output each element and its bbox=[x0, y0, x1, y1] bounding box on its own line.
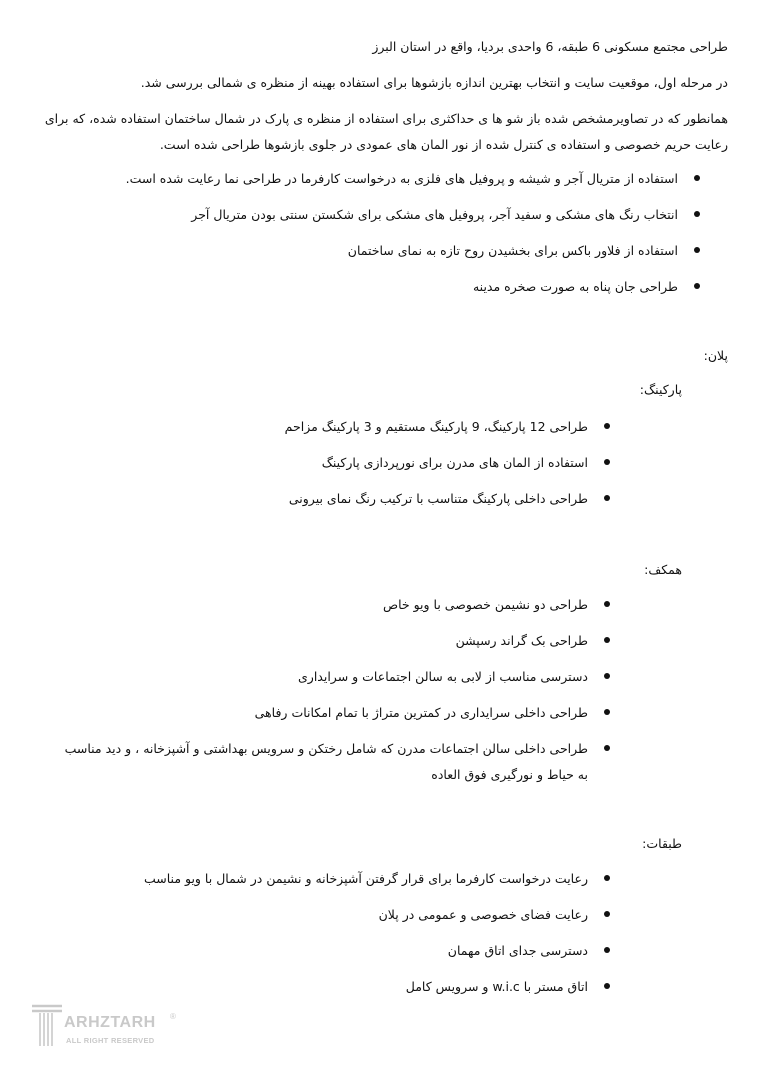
registered-mark: ® bbox=[170, 1012, 176, 1021]
bullet-icon bbox=[694, 175, 700, 181]
bullet-icon bbox=[604, 459, 610, 465]
bullet-icon bbox=[604, 495, 610, 501]
bullet-icon bbox=[604, 911, 610, 917]
list-item: طراحی داخلی سرایداری در کمترین متراژ با تمام امکانات رفاهی bbox=[60, 700, 614, 726]
logo-mark-icon bbox=[30, 1004, 64, 1048]
bullet-icon bbox=[604, 875, 610, 881]
list-item: دسترسی جدای اتاق مهمان bbox=[60, 938, 614, 964]
intro-bullet-list bbox=[60, 166, 704, 300]
watermark-logo bbox=[30, 1002, 180, 1050]
bullet-icon bbox=[604, 423, 610, 429]
ground-floor-list bbox=[60, 592, 614, 788]
list-item: رعایت فضای خصوصی و عمومی در پلان bbox=[60, 902, 614, 928]
ground-floor-heading: همکف: bbox=[644, 562, 682, 577]
bullet-icon bbox=[604, 745, 610, 751]
bullet-icon bbox=[604, 637, 610, 643]
bullet-icon bbox=[694, 211, 700, 217]
list-item: طراحی جان پناه به صورت صخره مدینه bbox=[60, 274, 704, 300]
intro-paragraph-1: در مرحله اول، موقعیت سایت و انتخاب بهترین اندازه بازشوها برای استفاده بهینه از منظره ی شمالی بررسی شد. bbox=[140, 75, 728, 90]
bullet-icon bbox=[694, 247, 700, 253]
list-item: طراحی داخلی پارکینگ متناسب با ترکیب رنگ نمای بیرونی bbox=[60, 486, 614, 512]
list-item: اتاق مستر با w.i.c و سرویس کامل bbox=[60, 974, 614, 1000]
watermark-subtitle: ALL RIGHT RESERVED bbox=[66, 1036, 155, 1045]
list-item: طراحی دو نشیمن خصوصی با ویو خاص bbox=[60, 592, 614, 618]
list-item: طراحی 12 پارکینگ، 9 پارکینگ مستقیم و 3 پارکینگ مزاحم bbox=[60, 414, 614, 440]
intro-paragraph-2: همانطور که در تصاویرمشخص شده باز شو ها ی حداکثری برای استفاده از منظره ی پارک در شمال ساختمان استفاده شده، که برای رعایت حریم خصوصی و استفاده ی کنترل شده از نور المان های عمودی در جلوی بازشوها طراحی شده است. bbox=[44, 111, 728, 152]
floors-list bbox=[60, 866, 614, 1000]
floors-heading: طبقات: bbox=[642, 836, 682, 851]
parking-heading: پارکینگ: bbox=[639, 382, 682, 397]
watermark-name: ARHZTARH bbox=[64, 1014, 156, 1031]
bullet-icon bbox=[694, 283, 700, 289]
parking-list bbox=[60, 414, 614, 512]
bullet-icon bbox=[604, 947, 610, 953]
bullet-icon bbox=[604, 983, 610, 989]
bullet-icon bbox=[604, 673, 610, 679]
list-item: دسترسی مناسب از لابی به سالن اجتماعات و سرایداری bbox=[60, 664, 614, 690]
list-item: استفاده از المان های مدرن برای نورپردازی پارکینگ bbox=[60, 450, 614, 476]
list-item: انتخاب رنگ های مشکی و سفید آجر، پروفیل های مشکی برای شکستن سنتی بودن متریال آجر bbox=[60, 202, 704, 228]
list-item: استفاده از فلاور باکس برای بخشیدن روح تازه به نمای ساختمان bbox=[60, 238, 704, 264]
list-item: طراحی بک گراند رسپشن bbox=[60, 628, 614, 654]
list-item: طراحی داخلی سالن اجتماعات مدرن که شامل رختکن و سرویس بهداشتی و آشپزخانه ، و دید مناسب به حیاط و نورگیری فوق العاده bbox=[60, 736, 614, 788]
plan-heading: پلان: bbox=[703, 348, 728, 363]
list-item: رعایت درخواست کارفرما برای قرار گرفتن آشپزخانه و نشیمن در شمال با ویو مناسب bbox=[60, 866, 614, 892]
bullet-icon bbox=[604, 709, 610, 715]
bullet-icon bbox=[604, 601, 610, 607]
list-item: استفاده از متریال آجر و شیشه و پروفیل های فلزی به درخواست کارفرما در طراحی نما رعایت شده است. bbox=[60, 166, 704, 192]
intro-title: طراحی مجتمع مسکونی 6 طبقه، 6 واحدی بردیا، واقع در استان البرز bbox=[372, 39, 728, 54]
